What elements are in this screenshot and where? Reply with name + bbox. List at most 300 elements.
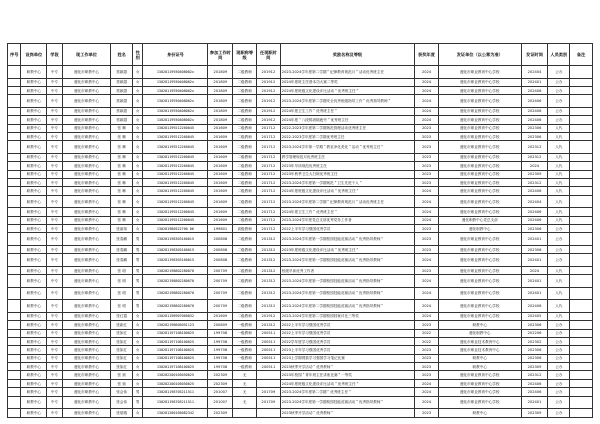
table-row: [8, 300, 593, 313]
cell-id-number: 130281199212260045: [143, 124, 208, 132]
cell-stage: 中专: [47, 371, 63, 379]
cell-rank: 二级教师: [233, 312, 257, 320]
cell-rank-date: 200511: [257, 346, 281, 354]
cell-start-date: 201007: [208, 396, 233, 409]
cell-name: 张 明: [111, 287, 133, 300]
cell-remark: [570, 116, 593, 124]
cell-index: [8, 337, 21, 345]
cell-unit: 职教中心: [21, 233, 47, 246]
cell-award: 2023年校园＂青年班主任讲座比赛＂一等奖: [280, 371, 414, 379]
cell-issuer: 遵化市职业教育中心学校: [438, 233, 521, 246]
cell-work-unit: 遵化市职教中心: [62, 371, 111, 379]
cell-award: 2024年度班级文化建设评比活动＂优秀班主任＂: [280, 187, 414, 195]
table-row: [8, 208, 593, 216]
cell-rank: 二级教师: [233, 208, 257, 216]
cell-rank: 二级教师: [233, 124, 257, 132]
cell-award-year: 2024: [415, 312, 439, 320]
cell-rank-date: 201312: [257, 287, 281, 300]
table-row: [8, 216, 593, 224]
cell-unit: 职教中心: [21, 170, 47, 178]
cell-award: 2023-2024学年度第二学期安全优秀班级指导工作＂优秀指导教师＂: [280, 95, 414, 108]
cell-issuer: 遵化市职业教育中心学校: [438, 371, 521, 379]
header-cell: 设岗单位: [21, 44, 47, 66]
cell-id-number: 130281199212260045: [143, 187, 208, 195]
cell-rank: 二级教师: [233, 66, 257, 79]
cell-name: 蔡颖超: [111, 116, 133, 124]
table-row: [8, 132, 593, 140]
cell-unit: 职教中心: [21, 275, 47, 288]
cell-issuer: 遵化市职业教育中心学校: [438, 266, 521, 274]
cell-unit: 职教中心: [21, 300, 47, 313]
header-cell: 身份证号: [143, 44, 208, 66]
cell-id-number: 13028119930408002x: [143, 78, 208, 86]
cell-award: 2023-2024学年度第二学期＂纪律教育规范月＂活动优秀班主任: [280, 195, 414, 208]
cell-issue-date: 202406: [521, 86, 548, 94]
cell-rank-date: 201912: [257, 107, 281, 115]
cell-issue-date: 202405: [521, 312, 548, 320]
header-cell: 备注: [570, 44, 593, 66]
cell-issuer: 遵化市职业教育中心学校: [438, 275, 521, 288]
cell-start-date: 200709: [208, 300, 233, 313]
cell-remark: [570, 388, 593, 396]
cell-issuer: 遵化市职业教育中心学校: [438, 195, 521, 208]
cell-id-number: 130282198802280070: [143, 266, 208, 274]
cell-award-year: 2024: [415, 396, 439, 409]
cell-index: [8, 379, 21, 387]
cell-rank-date: [257, 371, 281, 379]
cell-start-date: 202309: [208, 371, 233, 379]
cell-sex: 女: [133, 225, 143, 233]
cell-issue-date: 202406: [521, 187, 548, 195]
cell-staff-type: 公办: [548, 86, 570, 94]
table-row: [8, 124, 593, 132]
cell-rank: 一级教师: [233, 337, 257, 345]
cell-name: 张 琳: [111, 153, 133, 161]
cell-name: 张 琳: [111, 216, 133, 224]
cell-work-unit: 遵化市职教中心: [62, 363, 111, 371]
cell-rank: 二级教师: [233, 107, 257, 115]
cell-work-unit: 遵化市职教中心: [62, 254, 111, 267]
cell-award: 2022学年度学习强国优秀学员: [280, 337, 414, 345]
cell-sex: 女: [133, 95, 143, 108]
cell-sex: 女: [133, 162, 143, 170]
cell-issuer: 遵化市职业教育中心学校: [438, 78, 521, 86]
awards-table: [7, 43, 593, 418]
cell-award: 2023上学期观看学习强国学习笔记比赛: [280, 354, 414, 362]
table-row: [8, 66, 593, 79]
cell-remark: [570, 86, 593, 94]
cell-rank: 二级教师: [233, 132, 257, 140]
cell-award: 2023-2024学年度第一学期校园技能竞赛活动＂优秀指导教师＂: [280, 287, 414, 300]
cell-award: 2022上半年学习强国优秀学员: [280, 321, 414, 329]
cell-sex: 女: [133, 86, 143, 94]
cell-stage: 中专: [47, 141, 63, 154]
cell-rank: 一级教师: [233, 354, 257, 362]
cell-remark: [570, 153, 593, 161]
cell-issue-date: 2024: [521, 266, 548, 274]
cell-award-year: 2023: [415, 141, 439, 154]
cell-rank-date: 201712: [257, 208, 281, 216]
cell-unit: 职教中心: [21, 321, 47, 329]
cell-remark: [570, 287, 593, 300]
cell-stage: 中专: [47, 233, 63, 246]
cell-id-number: 130281197108100025: [143, 354, 208, 362]
cell-unit: 职教中心: [21, 312, 47, 320]
cell-name: 张新红: [111, 321, 133, 329]
cell-name: 张红霞: [111, 312, 133, 320]
table-row: [8, 396, 593, 409]
cell-award-year: 2022: [415, 329, 439, 337]
cell-unit: 职教中心: [21, 396, 47, 409]
cell-issuer: 遵化市职业教育中心学校: [438, 208, 521, 216]
cell-stage: 中专: [47, 86, 63, 94]
cell-stage: 中专: [47, 300, 63, 313]
cell-award-year: 2023: [415, 162, 439, 170]
cell-staff-type: 人代: [548, 216, 570, 224]
table-row: [8, 179, 593, 187]
cell-work-unit: 遵化市职教中心: [62, 337, 111, 345]
cell-award: 2023-2024学年度第一学期校园技能竞赛活动＂优秀指导教师＂: [280, 275, 414, 288]
table-row: [8, 141, 593, 154]
cell-stage: 中专: [47, 208, 63, 216]
cell-issuer: 遵化市职业教育中心学校: [438, 179, 521, 187]
cell-award: 2024年度班主任基本功大赛二等奖: [280, 78, 414, 86]
cell-rank-date: 201312: [257, 245, 281, 253]
cell-work-unit: 遵化市职教中心: [62, 346, 111, 354]
cell-unit: 职教中心: [21, 371, 47, 379]
cell-staff-type: 公办: [548, 354, 570, 362]
cell-start-date: 201609: [208, 179, 233, 187]
cell-award: 2024年度＂八段锦消除疲劳＂优秀班主任: [280, 116, 414, 124]
cell-sex: 女: [133, 195, 143, 208]
cell-issue-date: 202401: [521, 233, 548, 246]
cell-work-unit: 遵化市职教中心: [62, 409, 111, 417]
cell-issuer: 职教中心: [438, 409, 521, 417]
cell-name: 张 琳: [111, 141, 133, 154]
cell-issue-date: 202406: [521, 300, 548, 313]
cell-index: [8, 170, 21, 178]
cell-name: 蔡颖超: [111, 66, 133, 79]
cell-unit: 职教中心: [21, 66, 47, 79]
cell-stage: 中专: [47, 132, 63, 140]
cell-name: 蔡颖超: [111, 95, 133, 108]
cell-staff-type: 公办: [548, 371, 570, 379]
cell-remark: [570, 132, 593, 140]
cell-award: 2023-2024学年度第一学期校园技能竞赛活动＂优秀指导教师＂: [280, 396, 414, 409]
cell-name: 蔡颖超: [111, 107, 133, 115]
cell-remark: [570, 245, 593, 253]
cell-id-number: 13028119930408002x: [143, 107, 208, 115]
cell-staff-type: 公办: [548, 66, 570, 79]
cell-sex: 女: [133, 329, 143, 337]
cell-rank-date: [257, 409, 281, 417]
cell-award: 2023-2024学年度第二学期＂纪律教育规范月＂活动优秀班主任: [280, 66, 414, 79]
cell-unit: 职教中心: [21, 86, 47, 94]
cell-issuer: 遵化职教中心: [438, 329, 521, 337]
cell-name: 张 琳: [111, 162, 133, 170]
cell-award: 2023年秋季卫生大扫除优秀班主任: [280, 170, 414, 178]
cell-work-unit: 遵化市职教中心: [62, 86, 111, 94]
cell-award-year: 2023: [415, 346, 439, 354]
header-cell: 序号: [8, 44, 21, 66]
cell-remark: [570, 312, 593, 320]
record-sheet: [7, 43, 593, 418]
cell-sex: 男: [133, 266, 143, 274]
cell-name: 张如红: [111, 329, 133, 337]
cell-start-date: 201007: [208, 388, 233, 396]
cell-staff-type: 公办: [548, 329, 570, 337]
cell-name: 蔡颖超: [111, 86, 133, 94]
cell-work-unit: 遵化市职教中心: [62, 329, 111, 337]
cell-award-year: 2024: [415, 388, 439, 396]
cell-work-unit: 遵化市职教中心: [62, 233, 111, 246]
cell-name: 张如红: [111, 354, 133, 362]
cell-issue-date: 202406: [521, 216, 548, 224]
cell-issue-date: 202404: [521, 195, 548, 208]
cell-staff-type: 公办: [548, 233, 570, 246]
cell-staff-type: 公办: [548, 363, 570, 371]
cell-rank-date: 201709: [257, 396, 281, 409]
table-row: [8, 107, 593, 115]
cell-unit: 职教中心: [21, 208, 47, 216]
cell-remark: [570, 208, 593, 216]
header-cell: 姓名: [111, 44, 133, 66]
cell-index: [8, 86, 21, 94]
cell-start-date: 200709: [208, 287, 233, 300]
cell-award-year: 2024: [415, 95, 439, 108]
cell-index: [8, 187, 21, 195]
cell-name: 张如红: [111, 363, 133, 371]
cell-rank: 无: [233, 371, 257, 379]
cell-id-number: 130282198605091123: [143, 321, 208, 329]
cell-index: [8, 153, 21, 161]
cell-award: 2023-2024学年度第一学期校园技能竞赛活动＂优秀指导教师＂: [280, 233, 414, 246]
cell-award: 校级早读优秀工作者: [280, 266, 414, 274]
cell-award: 2024年度卫生工作＂优秀班主任＂: [280, 208, 414, 216]
cell-work-unit: 遵化市职教中心: [62, 225, 111, 233]
cell-rank-date: 200511: [257, 329, 281, 337]
cell-issue-date: 202406: [521, 95, 548, 108]
cell-remark: [570, 187, 593, 195]
cell-rank-date: 201312: [257, 275, 281, 288]
cell-rank: 二级教师: [233, 170, 257, 178]
cell-staff-type: 公办: [548, 396, 570, 409]
cell-stage: 中专: [47, 124, 63, 132]
cell-rank-date: 201912: [257, 312, 281, 320]
cell-issuer: 遵化市职业教育中心学校: [438, 287, 521, 300]
cell-issue-date: 202404: [521, 66, 548, 79]
cell-work-unit: 遵化市职教中心: [62, 300, 111, 313]
cell-index: [8, 329, 21, 337]
cell-rank: 一级教师: [233, 321, 257, 329]
cell-issuer: 遵化市职业教育中心学校: [438, 396, 521, 409]
cell-unit: 职教中心: [21, 254, 47, 267]
cell-work-unit: 遵化市职教中心: [62, 208, 111, 216]
cell-start-date: 201609: [208, 216, 233, 224]
cell-work-unit: 遵化市职教中心: [62, 321, 111, 329]
cell-id-number: 130281198907060032: [143, 312, 208, 320]
cell-rank: 二级教师: [233, 245, 257, 253]
cell-award: 2023年早读规范优秀班主任: [280, 162, 414, 170]
cell-issue-date: 202306: [521, 225, 548, 233]
cell-staff-type: 人代: [548, 179, 570, 187]
cell-rank: 二级教师: [233, 179, 257, 187]
header-cell: 奖励名称及等级: [280, 44, 414, 66]
table-row: [8, 371, 593, 379]
cell-issue-date: 202306: [521, 346, 548, 354]
cell-award: 2024年度班级文化建设评比活动＂优秀班主任＂: [280, 379, 414, 387]
cell-staff-type: 人代: [548, 162, 570, 170]
cell-name: 张 琳: [111, 195, 133, 208]
cell-unit: 职教中心: [21, 354, 47, 362]
cell-rank-date: 201912: [257, 116, 281, 124]
table-row: [8, 116, 593, 124]
cell-rank: 高级教师: [233, 225, 257, 233]
cell-index: [8, 312, 21, 320]
cell-sex: 男: [133, 245, 143, 253]
cell-award-year: 2023: [415, 371, 439, 379]
header-cell: 参加工作时间: [208, 44, 233, 66]
cell-sex: 女: [133, 346, 143, 354]
header-cell: 学段: [47, 44, 63, 66]
cell-name: 张 琳: [111, 124, 133, 132]
cell-rank-date: 201712: [257, 179, 281, 187]
cell-id-number: 130281199212260045: [143, 208, 208, 216]
cell-remark: [570, 66, 593, 79]
cell-index: [8, 409, 21, 417]
table-row: [8, 95, 593, 108]
cell-unit: 职教中心: [21, 216, 47, 224]
cell-unit: 职教中心: [21, 225, 47, 233]
table-row: [8, 170, 593, 178]
cell-staff-type: 人代: [548, 141, 570, 154]
cell-index: [8, 141, 21, 154]
cell-rank: 二级教师: [233, 266, 257, 274]
cell-stage: 中专: [47, 337, 63, 345]
cell-name: 张 琳: [111, 187, 133, 195]
cell-award-year: 2023: [415, 409, 439, 417]
cell-staff-type: 公办: [548, 337, 570, 345]
cell-work-unit: 遵化市职教中心: [62, 78, 111, 86]
cell-name: 张 琳: [111, 208, 133, 216]
table-row: [8, 346, 593, 354]
cell-unit: 职教中心: [21, 95, 47, 108]
cell-award-year: 2024: [415, 216, 439, 224]
cell-issuer: 遵化市职业教育中心学校: [438, 86, 521, 94]
cell-stage: 中专: [47, 153, 63, 161]
cell-work-unit: 遵化市职教中心: [62, 216, 111, 224]
cell-issue-date: 202401: [521, 254, 548, 267]
cell-rank: [233, 409, 257, 417]
cell-rank-date: 201712: [257, 195, 281, 208]
cell-rank-date: 201709: [257, 388, 281, 396]
cell-start-date: 199708: [208, 363, 233, 371]
cell-index: [8, 396, 21, 409]
cell-name: 张丽凤: [111, 225, 133, 233]
cell-id-number: 130281200105082342: [143, 409, 208, 417]
cell-award-year: 2023: [415, 363, 439, 371]
cell-start-date: 200809: [208, 321, 233, 329]
cell-name: 张 琳: [111, 132, 133, 140]
table-row: [8, 195, 593, 208]
table-row: [8, 233, 593, 246]
cell-unit: 职教中心: [21, 245, 47, 253]
cell-rank-date: 201912: [257, 78, 281, 86]
cell-remark: [570, 107, 593, 115]
cell-start-date: 199801: [208, 225, 233, 233]
cell-remark: [570, 409, 593, 417]
cell-work-unit: 遵化市职教中心: [62, 187, 111, 195]
cell-award-year: 2024: [415, 66, 439, 79]
cell-stage: 中专: [47, 329, 63, 337]
header-cell: 获奖年度: [415, 44, 439, 66]
cell-start-date: 201609: [208, 170, 233, 178]
cell-rank-date: 201312: [257, 300, 281, 313]
cell-index: [8, 124, 21, 132]
cell-index: [8, 266, 21, 274]
cell-sex: 男: [133, 300, 143, 313]
cell-sex: 女: [133, 170, 143, 178]
cell-award: 2023-2024学年度第一学期规范＂卫生先进个人＂: [280, 179, 414, 187]
cell-stage: 中专: [47, 216, 63, 224]
cell-issue-date: 2024: [521, 162, 548, 170]
cell-stage: 中专: [47, 66, 63, 79]
cell-staff-type: 人代: [548, 132, 570, 140]
cell-award: 2023-2024学年第一学期＂教室净化美化＂活动＂优秀班主任＂: [280, 141, 414, 154]
table-row: [8, 409, 593, 417]
cell-id-number: 130281199212260045: [143, 216, 208, 224]
cell-unit: 职教中心: [21, 409, 47, 417]
cell-index: [8, 107, 21, 115]
cell-issuer: 遵化市职业教育中心学校: [438, 312, 521, 320]
cell-rank: 二级教师: [233, 254, 257, 267]
cell-remark: [570, 141, 593, 154]
table-row: [8, 363, 593, 371]
cell-award-year: 2023: [415, 132, 439, 140]
cell-rank-date: 200511: [257, 337, 281, 345]
cell-rank: 无: [233, 388, 257, 396]
cell-staff-type: 人代: [548, 153, 570, 161]
cell-issue-date: 202401: [521, 78, 548, 86]
cell-index: [8, 371, 21, 379]
cell-work-unit: 遵化市职教中心: [62, 107, 111, 115]
cell-work-unit: 遵化市职教中心: [62, 124, 111, 132]
header-cell: 现职称等级: [233, 44, 257, 66]
cell-rank-date: 201712: [257, 153, 281, 161]
cell-award: 2023-2024学年度第二学期校园技能竞赛活动＂优秀指导教师＂: [280, 300, 414, 313]
cell-sex: 女: [133, 321, 143, 329]
cell-stage: 中专: [47, 254, 63, 267]
cell-award-year: 2022: [415, 337, 439, 345]
cell-stage: 中专: [47, 187, 63, 195]
cell-rank-date: 201712: [257, 124, 281, 132]
cell-stage: 中专: [47, 363, 63, 371]
cell-index: [8, 321, 21, 329]
table-row: [8, 153, 593, 161]
cell-issue-date: 202406: [521, 116, 548, 124]
cell-name: 张如红: [111, 337, 133, 345]
cell-award-year: 2023: [415, 354, 439, 362]
table-row: [8, 245, 593, 253]
cell-remark: [570, 329, 593, 337]
cell-award: 2022上半年学习强国优秀学员: [280, 329, 414, 337]
cell-award: 2023上半年学习强国优秀学员: [280, 346, 414, 354]
cell-rank-date: [257, 379, 281, 387]
cell-award-year: 2024: [415, 86, 439, 94]
cell-rank-date: 201312: [257, 233, 281, 246]
cell-unit: 职教中心: [21, 132, 47, 140]
cell-id-number: 130281980522700 06: [143, 225, 208, 233]
